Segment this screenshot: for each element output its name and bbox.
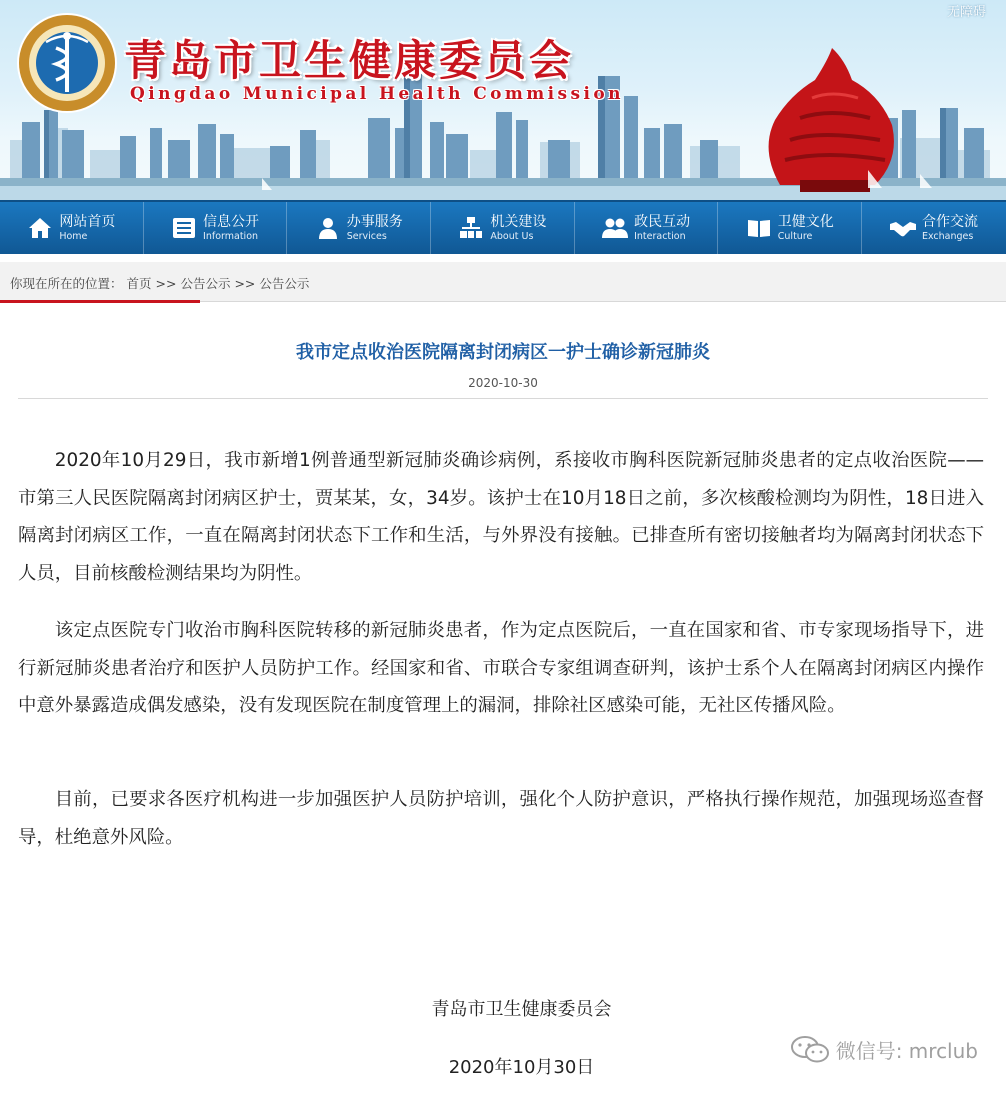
site-title: 青岛市卫生健康委员会 — [124, 36, 575, 85]
wechat-icon — [790, 1034, 830, 1064]
breadcrumb — [0, 262, 1006, 302]
breadcrumb-link-home[interactable]: 首页 — [126, 276, 152, 291]
book-icon — [746, 215, 772, 241]
home-icon — [27, 215, 53, 241]
article-title: 我市定点收治医院隔离封闭病区一护士确诊新冠肺炎 — [296, 342, 710, 363]
nav-about-us[interactable] — [431, 202, 575, 254]
site-title-english: Qingdao Municipal Health Commission — [130, 84, 624, 104]
main-nav — [0, 200, 1006, 254]
nav-label: 机关建设 — [490, 213, 547, 230]
user-icon — [315, 215, 341, 241]
nav-culture[interactable] — [718, 202, 862, 254]
breadcrumb-separator: >> — [155, 276, 177, 291]
accessibility-link[interactable]: 无障碍 — [946, 5, 986, 20]
breadcrumb-accent-line — [0, 300, 200, 303]
article-paragraph: 目前，已要求各医疗机构进一步加强医护人员防护培训，强化个人防护意识，严格执行操作规范，加强现场巡查督导，杜绝意外风险。 — [18, 789, 984, 848]
signature-date: 2020年10月30日 — [448, 1057, 595, 1078]
nav-information[interactable] — [144, 202, 288, 254]
may-wind-sculpture — [769, 48, 894, 192]
nav-label: 信息公开 — [203, 213, 260, 230]
breadcrumb-prefix: 你现在所在的位置： — [10, 276, 123, 291]
site-banner — [0, 0, 1006, 200]
nav-label: 网站首页 — [59, 213, 116, 230]
site-logo[interactable] — [16, 12, 118, 114]
nav-sublabel: Culture — [777, 230, 813, 242]
signature-organization: 青岛市卫生健康委员会 — [431, 999, 612, 1020]
health-logo-icon — [16, 12, 118, 114]
nav-sublabel: Home — [59, 230, 88, 242]
nav-interaction[interactable] — [575, 202, 719, 254]
article-paragraph: 该定点医院专门收治市胸科医院转移的新冠肺炎患者，作为定点医院后，一直在国家和省、市专家现场指导下，进行新冠肺炎患者治疗和医护人员防护工作。经国家和省、市联合专家组调查研判，该护士系个人在隔离封闭病区内操作中意外暴露造成偶发感染，没有发现医院在制度管理上的漏洞，排除社区感染可能，无社区传播风险。 — [18, 620, 984, 716]
breadcrumb-link-notices-current[interactable]: 公告公示 — [259, 276, 310, 291]
nav-sublabel: Interaction — [634, 230, 686, 242]
nav-sublabel: About Us — [490, 230, 534, 242]
nav-sublabel: Exchanges — [921, 230, 974, 242]
nav-home[interactable] — [0, 202, 144, 254]
people-icon — [602, 215, 628, 241]
nav-label: 合作交流 — [921, 213, 978, 230]
breadcrumb-link-notices[interactable]: 公告公示 — [180, 276, 231, 291]
breadcrumb-separator: >> — [234, 276, 256, 291]
nav-services[interactable] — [287, 202, 431, 254]
wechat-watermark — [790, 1034, 978, 1064]
org-chart-icon — [458, 215, 484, 241]
nav-label: 办事服务 — [346, 213, 403, 230]
list-icon — [171, 215, 197, 241]
title-divider — [18, 398, 988, 399]
nav-exchanges[interactable] — [862, 202, 1006, 254]
nav-label: 政民互动 — [634, 213, 691, 230]
handshake-icon — [890, 215, 916, 241]
nav-sublabel: Services — [346, 230, 387, 242]
nav-label: 卫健文化 — [777, 213, 834, 230]
watermark-text: 微信号: mrclub — [835, 1038, 978, 1063]
nav-sublabel: Information — [203, 230, 259, 242]
article-paragraph: 2020年10月29日，我市新增1例普通型新冠肺炎确诊病例，系接收市胸科医院新冠肺炎患者的定点收治医院——市第三人民医院隔离封闭病区护士，贾某某，女，34岁。该护士在10月18日之前，多次核酸检测均为阴性，18日进入隔离封闭病区工作，一直在隔离封闭状态下工作和生活，与外界没有接触。已排查所有密切接触者均为隔离封闭状态下人员，目前核酸检测结果均为阴性。 — [18, 450, 984, 584]
article-date: 2020-10-30 — [468, 376, 538, 390]
